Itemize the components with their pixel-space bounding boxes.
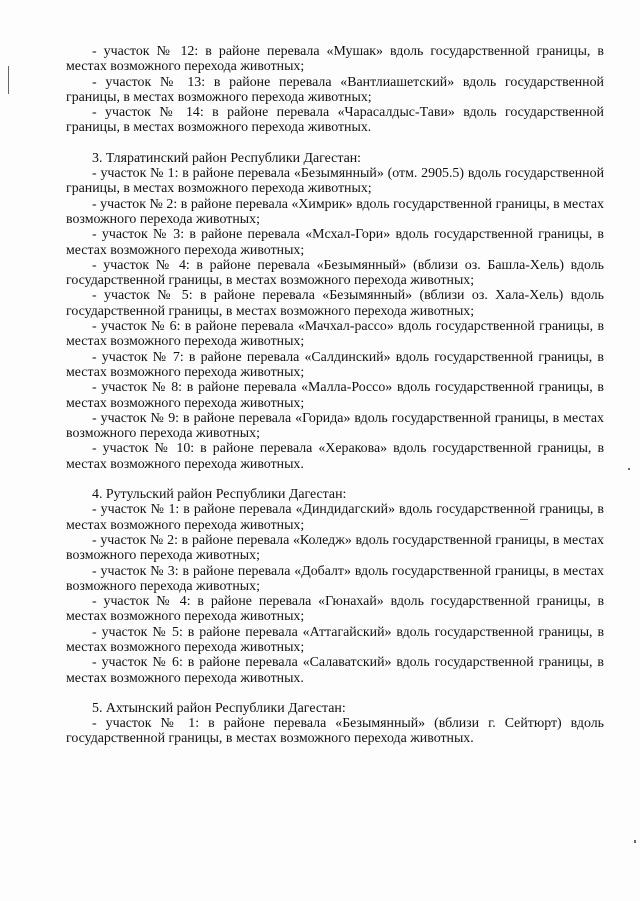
list-item: - участок № 1: в районе перевала «Диндидагский» вдоль государственной границы, в местах возможного перехода животных; [66,502,604,533]
list-item: - участок № 2: в районе перевала «Химрик» вдоль государственной границы, в местах возможного перехода животных; [66,196,604,227]
scan-mark [8,66,9,94]
list-item: - участок № 13: в районе перевала «Вантлиашетский» вдоль государственной границы, в местах возможного перехода животных; [66,74,604,105]
section-tlyaratinsky [66,151,604,472]
list-item: - участок № 10: в районе перевала «Херакова» вдоль государственной границы, в местах возможного перехода животных. [66,441,604,472]
scan-mark [634,840,636,843]
list-item: - участок № 4: в районе перевала «Гюнахай» вдоль государственной границы, в местах возможного перехода животных; [66,594,604,625]
section-heading: 4. Рутульский район Республики Дагестан: [92,487,347,503]
list-item: - участок № 9: в районе перевала «Горида» вдоль государственной границы, в местах возможного перехода животных; [66,410,604,442]
section-akhtynsky [66,701,604,747]
list-item: - участок № 6: в районе перевала «Салаватский» вдоль государственной границы, в местах возможного перехода животных. [66,655,604,686]
list-item: - участок № 3: в районе перевала «Добалт» вдоль государственной границы, в местах возможного перехода животных; [66,563,604,594]
list-item: - участок № 2: в районе перевала «Коледж» вдоль государственной границы, в местах возможного перехода животных; [66,532,604,564]
scan-mark [628,468,630,470]
list-item: - участок № 7: в районе перевала «Салдинский» вдоль государственной границы, в местах возможного перехода животных; [66,349,604,380]
list-item: - участок № 14: в районе перевала «Чарасалдыс-Тави» вдоль государственной границы, в местах возможного перехода животных. [66,105,604,136]
section-heading: 3. Тляратинский район Республики Дагестан: [92,150,362,166]
list-item: - участок № 12: в районе перевала «Мушак» вдоль государственной границы, в местах возможного перехода животных; [66,44,604,75]
section-rutulsky [66,487,604,686]
list-item: - участок № 4: в районе перевала «Безымянный» (вблизи оз. Башла-Хель) вдоль государственной границы, в местах возможного перехода животных; [66,257,604,289]
document-body [66,44,604,747]
list-item: - участок № 3: в районе перевала «Мсхал-Гори» вдоль государственной границы, в местах возможного перехода животных; [66,227,604,258]
list-item: - участок № 8: в районе перевала «Малла-Россо» вдоль государственной границы, в местах возможного перехода животных; [66,380,604,411]
intro-list [66,44,604,136]
list-item: - участок № 1: в районе перевала «Безымянный» (вблизи г. Сейтюрт) вдоль государственной границы, в местах возможного перехода животных. [66,716,604,747]
section-heading: 5. Ахтынский район Республики Дагестан: [92,700,346,716]
list-item: - участок № 1: в районе перевала «Безымянный» (отм. 2905.5) вдоль государственной границы, в местах возможного перехода животных; [66,166,604,197]
list-item: - участок № 5: в районе перевала «Аттагайский» вдоль государственной границы, в местах возможного перехода животных; [66,624,604,655]
list-item: - участок № 5: в районе перевала «Безымянный» (вблизи оз. Хала-Хель) вдоль государственной границы, в местах возможного перехода животных; [66,288,604,319]
list-item: - участок № 6: в районе перевала «Мачхал-рассо» вдоль государственной границы, в местах возможного перехода животных; [66,319,604,350]
